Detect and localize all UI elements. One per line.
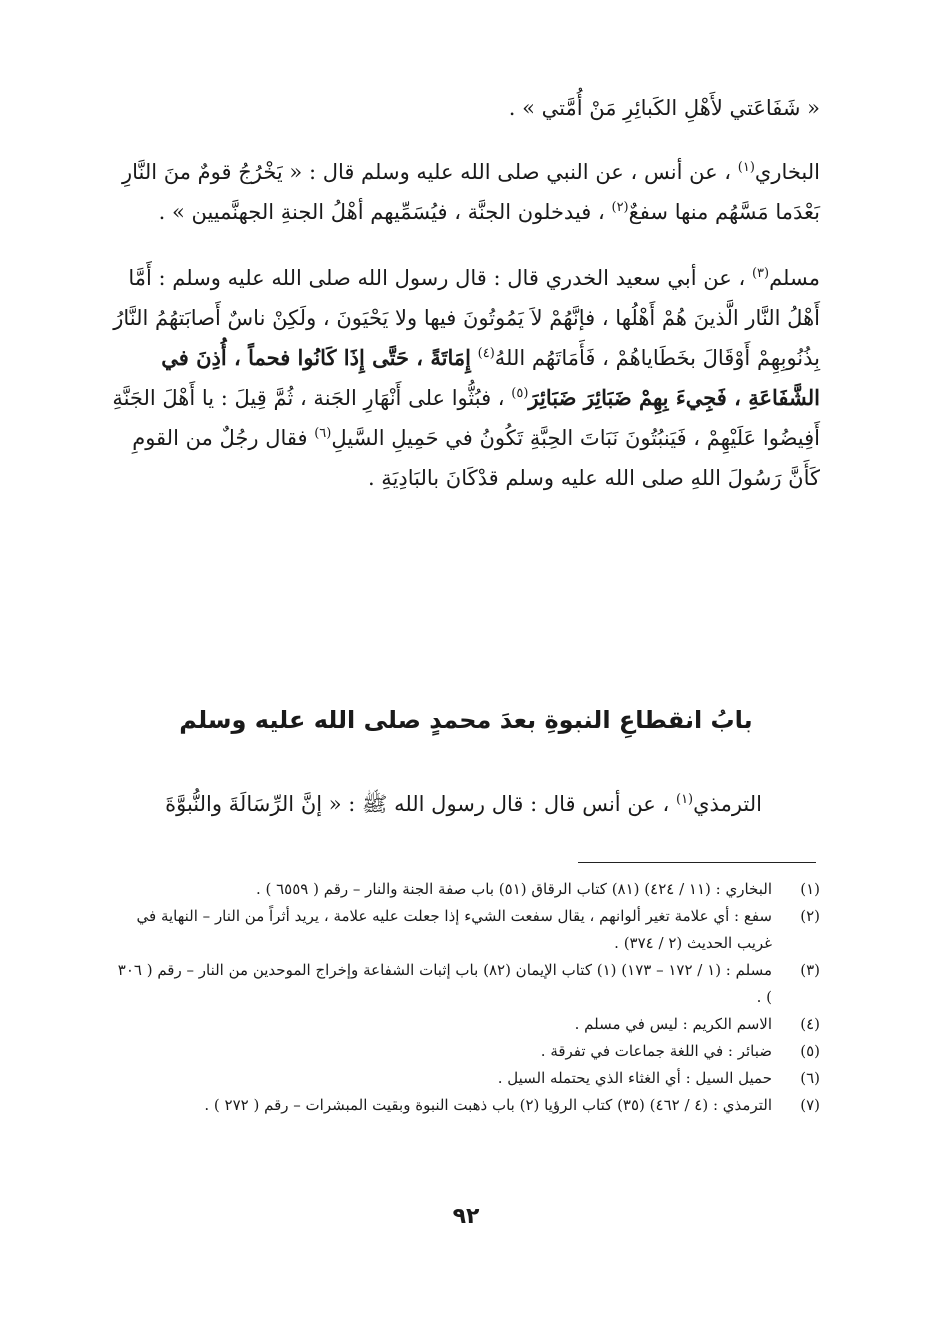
footnote-number: (٣)	[800, 961, 820, 979]
footnote-ref: (٤)	[477, 346, 495, 361]
source-name: مسلم	[769, 266, 820, 290]
page-number: ٩٢	[452, 1204, 480, 1229]
footnote-text: الاسم الكريم : ليس في مسلم .	[574, 1015, 772, 1033]
source-name: البخاري	[754, 160, 820, 184]
footnote-ref: (١)	[737, 160, 755, 175]
footnote-item	[112, 957, 820, 1011]
footnote-text: سفع : أي علامة تغير ألوانهم ، يقال سفعت الشيء إذا جعلت عليه علامة ، يريد أثراً من النار – النهاية في غريب الحديث (٢ / ٣٧٤) .	[136, 907, 772, 952]
hadith-text: فقال رجُلٌ من القومِ كَأَنَّ رَسُولَ اللهِ صلى الله عليه وسلم قدْكَانَ بالبَادِيَةِ .	[132, 426, 820, 490]
footnote-number: (٤)	[800, 1015, 820, 1033]
footnote-text: ضبائر : في اللغة جماعات في تفرقة .	[540, 1042, 772, 1060]
footnote-item	[112, 1011, 820, 1038]
hadith-text: ، فيدخلون الجنَّة ، فيُسَمِّيهم أهْلُ الجنةِ الجهنَّميين » .	[158, 200, 605, 224]
footnote-text: مسلم : (١ / ١٧٢ – ١٧٣) (١) كتاب الإيمان (٨٢) باب إثبات الشفاعة وإخراج الموحدين من النار – رقم ( ٣٠٦ ) .	[117, 961, 772, 1006]
footnote-ref: (٥)	[511, 386, 529, 401]
hadith-text: ، عن أنس ، عن النبي صلى الله عليه وسلم قال : « يَخْرُجُ قومٌ منَ النَّارِ بَعْدَما مَسَّهُم منها سفعٌ	[121, 160, 820, 224]
footnote-number: (١)	[800, 880, 820, 898]
footnote-item	[112, 876, 820, 903]
footnote-ref: (١)	[675, 792, 694, 807]
hadith-text: ، عن أنس قال : قال رسول الله ﷺ : « إنَّ الرِّسَالَةَ والنُّبوَّةَ	[165, 792, 670, 816]
footnote-ref: (٣)	[751, 266, 770, 281]
footnote-text: حميل السيل : أي الغثاء الذي يحتمله السيل .	[497, 1069, 772, 1087]
main-text	[112, 88, 820, 524]
hadith-ending-line	[112, 88, 820, 128]
footnote-text: الترمذي : (٤ / ٤٦٢) (٣٥) كتاب الرؤيا (٢) باب ذهبت النبوة وبقيت المبشرات – رقم ( ٢٧٢ ) .	[204, 1096, 772, 1114]
footnote-number: (٦)	[800, 1069, 820, 1087]
bukhari-paragraph	[112, 152, 820, 232]
hadith-text: « شَفَاعَتي لأَهْلِ الكَبائِرِ مَنْ أُمَّتي » .	[508, 96, 820, 120]
footnote-item	[112, 1092, 820, 1119]
footnote-item	[112, 1038, 820, 1065]
footnote-number: (٥)	[800, 1042, 820, 1060]
hadith-text: ، عن أبي سعيد الخدري قال : قال رسول الله صلى الله عليه وسلم : أَمَّا أَهْلُ النَّار الَّذينَ هُمْ أَهْلُها ، فإنَّهُمْ لاَ يَمُوتُونَ فيها ولا يَحْيَونَ ، ولَكِنْ ناسٌ أَصابَتهُمُ النَّارُ بِذُنُوبِهِمْ أَوْقَالَ بخَطَاياهُمْ ، فَأَمَاتَهُم اللهُ	[113, 266, 820, 370]
tirmidhi-paragraph	[112, 784, 762, 824]
footnote-text: البخاري : (١١ / ٤٢٤) (٨١) كتاب الرقاق (٥١) باب صفة الجنة والنار – رقم ( ٦٥٥٩ ) .	[255, 880, 772, 898]
hadith-text: إِمَاتَةً ، حَتَّى إِذَا كَانُوا فحماً ، أُذِنَ في الشَّفَاعَةِ ، فَجِيءَ بِهِمْ ضَبَائِرَ ضَبَائِرَ	[161, 345, 820, 410]
footnotes	[112, 876, 820, 1119]
chapter-heading: بابُ انقطاعِ النبوةِ بعدَ محمدٍ صلى الله عليه وسلم	[179, 706, 753, 734]
footnote-ref: (٦)	[314, 426, 332, 441]
footnote-ref: (٢)	[611, 200, 629, 215]
hadith-text: ، فبُثُّوا على أَنْهَارِ الجَنة ، ثُمَّ قِيلَ : يا أَهْلَ الجَنَّةِ أَفِيضُوا عَلَيْهِمْ ، فَيَنبُتُونَ نَبَاتَ الحِبَّةِ تَكُونُ في حَمِيلِ السَّيلِ	[112, 386, 820, 450]
footnote-divider	[578, 862, 816, 863]
source-name: الترمذي	[693, 792, 762, 816]
footnote-number: (٧)	[800, 1096, 820, 1114]
footnote-item	[112, 903, 820, 957]
footnote-item	[112, 1065, 820, 1092]
muslim-paragraph	[112, 258, 820, 498]
footnote-number: (٢)	[800, 907, 820, 925]
